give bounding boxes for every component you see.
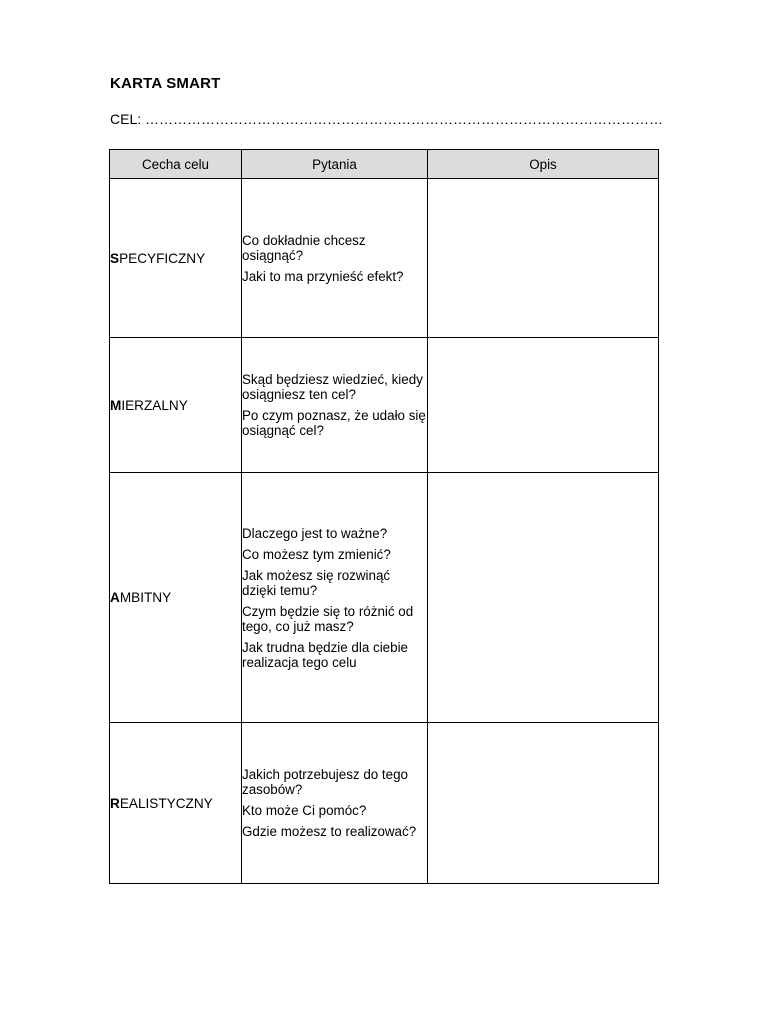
trait-initial: M	[110, 397, 122, 413]
trait-rest: PECYFICZNY	[119, 250, 206, 266]
questions-cell	[242, 179, 428, 338]
smart-table	[109, 149, 659, 884]
goal-label: CEL:	[110, 111, 142, 127]
question-text: Co możesz tym zmienić?	[242, 546, 391, 562]
question-text: Gdzie możesz to realizować?	[242, 824, 417, 839]
table-row	[110, 723, 659, 884]
description-cell[interactable]	[428, 338, 659, 473]
description-cell[interactable]	[428, 179, 659, 338]
trait-rest: EALISTYCZNY	[119, 795, 213, 811]
question-text: Co dokładnie chcesz osiągnąć?	[242, 232, 366, 263]
trait-cell-ambitious	[110, 473, 242, 723]
trait-cell-specific	[110, 179, 242, 338]
questions-cell	[242, 473, 428, 723]
question-text: Dlaczego jest to ważne?	[242, 525, 388, 541]
table-row	[110, 338, 659, 473]
trait-cell-measurable	[110, 338, 242, 473]
table-row	[110, 473, 659, 723]
questions-cell	[242, 338, 428, 473]
question-text: Jak możesz się rozwinąć dzięki temu?	[242, 567, 391, 598]
question-text: Kto może Ci pomóc?	[242, 803, 367, 818]
header-trait: Cecha celu	[110, 150, 242, 179]
trait-rest: IERZALNY	[121, 397, 188, 413]
questions-cell	[242, 723, 428, 884]
trait-cell-realistic	[110, 723, 242, 884]
table-header-row	[110, 150, 659, 179]
question-text: Po czym poznasz, że udało się osiągnąć cel?	[242, 408, 426, 438]
question-text: Jakich potrzebujesz do tego zasobów?	[242, 767, 408, 797]
trait-initial: A	[110, 590, 120, 605]
goal-line	[110, 111, 663, 127]
header-questions: Pytania	[242, 150, 428, 179]
question-text: Czym będzie się to różnić od tego, co już masz?	[242, 603, 414, 634]
trait-initial: R	[110, 795, 120, 811]
question-text: Jaki to ma przynieść efekt?	[242, 268, 404, 284]
question-text: Jak trudna będzie dla ciebie realizacja tego celu	[242, 639, 409, 670]
trait-rest: MBITNY	[119, 590, 172, 605]
description-cell[interactable]	[428, 473, 659, 723]
question-text: Skąd będziesz wiedzieć, kiedy osiągniesz ten cel?	[242, 372, 423, 402]
document-title: KARTA SMART	[110, 75, 221, 92]
goal-dotted-fill: …………………………………………………………………………………………………	[145, 111, 664, 127]
header-description: Opis	[428, 150, 659, 179]
description-cell[interactable]	[428, 723, 659, 884]
trait-initial: S	[110, 250, 120, 266]
table-row	[110, 179, 659, 338]
